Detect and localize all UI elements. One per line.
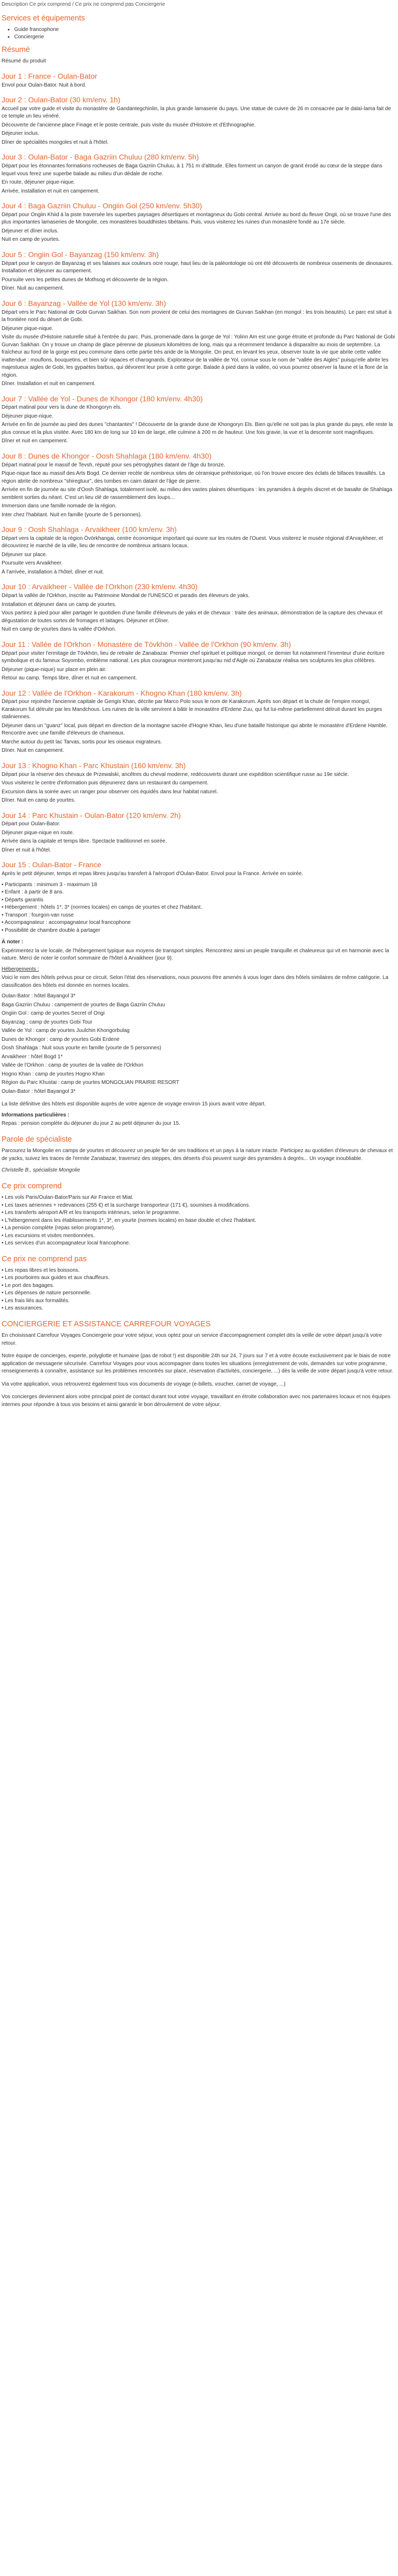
day-paragraph: Dîner et nuit à l'hôtel. — [2, 847, 51, 853]
day-paragraph: Déjeuner pique-nique. — [2, 325, 54, 332]
price-excludes-item: • Les repas libres et les boissons. — [2, 1267, 80, 1273]
day-paragraph: Départ matinal pour le massif de Tevsh, réputé pour ses pétroglyphes datant de l'âge du bronze. — [2, 462, 225, 468]
price-includes-item: • Les vols Paris/Oulan-Bator/Paris sur Air France et Miat. — [2, 1195, 134, 1201]
lodging-item: Vallée de l'Orkhon : camp de yourtes de la vallée de l'Orkhon — [2, 1062, 143, 1069]
day-paragraph: Dîner de spécialités mongoles et nuit à l'hôtel. — [2, 139, 109, 145]
lodging-item: Oosh Shahlaga : Nuit sous yourte en famille (yourte de 5 personnes) — [2, 1045, 162, 1051]
assistance-paragraph: Via votre application, vous retrouverez également tous vos documents de voyage (e-billets, voucher, carnet de voyage, ...) — [2, 1381, 286, 1387]
day-paragraph: Départ pour Ongiin Khiid à la piste traversée les superbes paysages désertiques et montagneux du Gobi central. Arrivée au bord du fleuve Ongii, où se trouve l'une des plus importantes lamaseries de Mongolie, ces monastères bouddhistes tibétains. Puis, vous visiterez les ruines d'un monastère fondé au 17e siècle. — [2, 211, 391, 226]
day-title: Jour 5 : Ongiin Gol - Bayanzag (150 km/env. 3h) — [2, 250, 159, 259]
info-item: • Enfant : à partir de 8 ans. — [2, 889, 64, 896]
day-paragraph: Envol pour Oulan-Bator. Nuit à bord. — [2, 82, 87, 88]
lodging-footer: La liste définitive des hôtels est disponible auprès de votre agence de voyage environ 15 jours avant votre départ. — [2, 1101, 266, 1108]
breadcrumb: Description Ce prix comprend / Ce prix ne comprend pas Conciergerie — [2, 2, 165, 7]
lodging-item: Arvaikheer : hôtel Bogd 1* — [2, 1053, 63, 1060]
day-paragraph: Départ pour visiter l'ermitage de Tövkhön, lieu de retraite de Zanabazar. Premier chef spirituel et politique mongol, ce dernier fut notamment l'inventeur d'une écriture symbolique et du fameux Soyombo, emblème national. Les plus courageux monteront jusqu'au nid d'Aigle où Zanabazar réalisa ses sculptures les plus célèbres. — [2, 650, 385, 664]
day-paragraph: Retour au camp. Temps libre, dîner et nuit en campement. — [2, 675, 137, 682]
day-paragraph: Départ pour rejoindre l'ancienne capitale de Gengis Khan, décrite par Marco Polo sous le nom de Karakorum. Après son départ et la chute de l'empire mongol, Karakorum fut détruite par les Mandchous. Les ruines de la ville servirent à bâtir le monastère d'Erdene Zuu, qui fut lui-même partiellement détruit durant les purges staliniennes. — [2, 699, 382, 720]
price-excludes-item: • Les dépenses de nature personnelle. — [2, 1290, 91, 1296]
lodging-item: Vallée de Yol : camp de yourtes Juulchin Khongorbulag — [2, 1028, 130, 1034]
day-title: Jour 14 : Parc Khustain - Oulan-Bator (120 km/env. 2h) — [2, 811, 181, 819]
day-block — [2, 689, 397, 755]
day-paragraph: Arrivée dans la capitale et temps libre. Spectacle traditionnel en soirée. — [2, 838, 167, 845]
day-title: Jour 2 : Oulan-Bator (30 km/env. 1h) — [2, 95, 121, 104]
practical-label: Informations particulières : — [2, 1112, 69, 1118]
day-paragraph: Dîner. Installation et nuit en campement. — [2, 381, 96, 387]
price-excludes-list — [2, 1267, 397, 1313]
lodging-item: Bayanzag : camp de yourtes Gobi Tour — [2, 1019, 92, 1025]
day-paragraph: Départ vers la capitale de la région Övörkhangai, centre économique important qui ouvre sur les routes de l'Ouest. Vous visiterez le musée régional d'Arvaykheer, et découvrirez le marché de la ville, lieu de rencontre de nombreux artisans locaux. — [2, 535, 383, 549]
day-paragraph: Nuit en camp de yourtes. — [2, 237, 60, 243]
lodging-intro: Voici le nom des hôtels prévus pour ce circuit. Selon l'état des réservations, nous pouvons être amenés à vous loger dans des hôtels similaires de même catégorie. La classification des hôtels est donnée en normes locales. — [2, 975, 389, 988]
day-paragraph: Pique-nique face au massif des Arts Bogd. Ce dernier recèle de nombreux sites de céramique préhistorique, où l'on trouve encore des éclats de bifaces travaillés. La région abrite de nombreux "shiregtuur", des tombes en cairn datant de l'âge de pierre. — [2, 471, 385, 484]
day-paragraph: Déjeuner (pique-nique) sur place en plein air. — [2, 666, 107, 673]
assistance-paragraph: Vos concierges deviennent alors votre principal point de contact durant tout votre voyage, travaillant en étroite collaboration avec nos partenaires locaux et nos équipes internes pour répondre à tous vos besoins et ainsi garantir le bon déroulement de votre séjour. — [2, 1394, 391, 1408]
lodging-item: Hogno Khan : camp de yourtes Hogno Khan — [2, 1071, 105, 1077]
day-block — [2, 452, 397, 519]
practical-section — [2, 1112, 397, 1128]
day-block — [2, 299, 397, 388]
day-paragraph: Départ pour Oulan-Bator. — [2, 821, 60, 827]
price-excludes-item: • Le port des bagages. — [2, 1282, 55, 1289]
day-paragraph: Dîner et nuit en campement. — [2, 438, 68, 444]
note-section — [2, 939, 397, 963]
day-block — [2, 860, 397, 878]
day-paragraph: Découverte de l'ancienne place Finage et le poste centrale, puis visite du musée d'Histoire et d'Ethnographie. — [2, 122, 256, 128]
specialist-heading: Parole de spécialiste — [2, 1135, 72, 1144]
price-includes-item: • Les excursions et visites mentionnées. — [2, 1232, 95, 1239]
price-includes-item: • La pension complète (repas selon programme). — [2, 1225, 116, 1231]
assistance-text — [2, 1332, 397, 1409]
day-paragraph: Départ vers le Parc National de Gobi Gurvan Saikhan. Son nom provient de celui des montagnes de Gurvan Saikhan (en mongol : les trois beautés). Le parc est situé à la frontière nord du désert de Gobi. — [2, 309, 392, 323]
info-item: • Transport : fourgon-van russe — [2, 912, 74, 918]
day-title: Jour 1 : France - Oulan-Bator — [2, 71, 98, 80]
itinerary — [2, 72, 397, 878]
lodging-label: Hébergements : — [2, 966, 39, 972]
day-paragraph: Arrivée en fin de journée au site d'Oosh Shahlaga, totalement isolé, au milieu des vastes plaines désertiques : les pyramides à degrés discret et de basalte de Shahlaga semblent sorties du néant. C'est un lieu clé de rassemblement des loups... — [2, 487, 393, 501]
price-excludes-item: • Les assurances. — [2, 1305, 44, 1312]
lodging-item: Oulan-Bator : hôtel Bayangol 3* — [2, 1088, 76, 1094]
price-excludes-heading: Ce prix ne comprend pas — [2, 1254, 87, 1263]
info-item: • Participants : minimum 3 - maximum 18 — [2, 881, 97, 888]
day-paragraph: Déjeuner pique-nique en route. — [2, 829, 74, 836]
day-title: Jour 13 : Khogno Khan - Parc Khustain (160 km/env. 3h) — [2, 761, 186, 770]
day-paragraph: Déjeuner pique-nique. — [2, 413, 54, 419]
day-paragraph: Visite du musée d'Histoire naturelle situé à l'entrée du parc. Puis, promenade dans la gorge de Yol : Yolinn Am est une gorge étroite et profonde du Parc National de Gobi Gurvan Saikhan. On y trouve un champ de glace pérenne de plusieurs kilomètres de long, mais qui a récemment tendance à disparaître au mois de septembre. La fraîcheur au fond de la gorge est peu commune dans cette partie très aride de la Mongolie. On peut, en levant les yeux, observer toute la vie que abrite cette vallée inattendue : mouflons, bouquetins, et bien sûr rapaces et charognards. Explorateur de la vallée de Yol, connue sous le nom de "vallée des Aigles" puisqu'elle abrite les majestueux aigles de Gobi, les gypaètes barbus, qui dévorent leur proie à cette gorge. Balade à pied dans la vallée, où vous pourrez observer la faune et la flore de la région. — [2, 334, 395, 378]
price-includes-heading: Ce prix comprend — [2, 1181, 62, 1190]
lodging-item: Baga Gazriin Chuluu : campement de yourtes de Baga Gazriin Chuluu — [2, 1002, 165, 1008]
specialist-signature: Christelle B., spécialiste Mongolie — [2, 1167, 80, 1174]
day-title: Jour 7 : Vallée de Yol - Dunes de Khongor (180 km/env. 4h30) — [2, 394, 203, 403]
day-paragraph: Dîner. Nuit en campement. — [2, 748, 64, 754]
day-paragraph: Déjeuner inclus. — [2, 131, 39, 137]
day-paragraph: Déjeuner sur place. — [2, 551, 47, 558]
day-paragraph: En route, déjeuner pique-nique. — [2, 179, 76, 186]
day-paragraph: Nuit en camp de yourtes dans la vallée d'Orkhon. — [2, 626, 117, 633]
day-paragraph: Vous partirez à pied pour aller partager le quotidien d'une famille d'éleveurs de yaks et de chevaux : traite des animaux, démonstration de la capture des chevaux et dégustation de toutes sortes de fromages et laitages. Déjeuner et Dîner. — [2, 610, 383, 624]
price-includes-item: • Les taxes aériennes + redevances (255 €) et la surcharge transporteur (171 €), soumises à modifications. — [2, 1202, 250, 1208]
price-excludes-item: • Les pourboires aux guides et aux chauffeurs. — [2, 1275, 110, 1281]
day-block — [2, 811, 397, 855]
day-paragraph: Immersion dans une famille nomade de la région. — [2, 503, 117, 509]
day-title: Jour 8 : Dunes de Khongor - Oosh Shahlaga (180 km/env. 4h30) — [2, 451, 212, 460]
assistance-heading: CONCIERGERIE ET ASSISTANCE CARREFOUR VOYAGES — [2, 1319, 211, 1328]
day-paragraph: Inter chez l'habitant. Nuit en famille (yourte de 5 personnes). — [2, 512, 142, 518]
day-paragraph: Départ pour les étonnantes formations rocheuses de Baga Gazriin Chuluu, à 1 751 m d'altitude. Elles forment un canyon de granit érodé au cœur de la steppe dans lequel vous ferez une superbe balade au milieu d'un dédale de roche. — [2, 163, 383, 177]
day-paragraph: Après le petit déjeuner, temps et repas libres jusqu'au transfert à l'aéroport d'Oulan-Bator. Envol pour la France. Arrivée en soirée. — [2, 871, 303, 877]
lodging-item: Ongiin Gol : camp de yourtes Secret of Ongi — [2, 1010, 105, 1017]
specialist-quote: Parcourez la Mongolie en camps de yourtes et découvrez un peuple fier de ses traditions et un pays à la nature intacte. Participez au quotidien d'éleveurs de chevaux et de yacks, suivez les traces de l'ermite Zanabazar, traversez des steppes, des déserts d'où peuvent surgir des pyramides à degrés... Un voyage inoubliable. — [2, 1148, 393, 1162]
day-paragraph: Poursuite vers les petites dunes de Mothsog et découverte de la région. — [2, 276, 169, 283]
day-paragraph: Départ pour le canyon de Bayanzag et ses falaises aux couleurs ocre rouge, haut lieu de la paléontologie où ont été découverts de nombreux ossements de dinosaures. Installation et déjeuner au campement. — [2, 260, 393, 274]
price-includes-list — [2, 1194, 397, 1248]
assistance-paragraph: En choisissant Carrefour Voyages Conciergerie pour votre séjour, vous optez pour un service d'accompagnement complet dès la veille de votre départ jusqu'à votre retour. — [2, 1333, 382, 1346]
day-paragraph: Poursuite vers Arvaikheer. — [2, 560, 63, 567]
day-block — [2, 72, 397, 89]
day-block — [2, 95, 397, 146]
price-includes-item: • L'hébergement dans les établissements 1*, 3*, en yourte (normes locales) en base double et chez l'habitant. — [2, 1217, 256, 1223]
day-title: Jour 6 : Bayanzag - Vallée de Yol (130 km/env. 3h) — [2, 299, 166, 307]
services-item: • Conciergerie — [14, 34, 397, 41]
summary-text: Résumé du produit — [2, 58, 46, 65]
day-block — [2, 395, 397, 445]
day-block — [2, 250, 397, 293]
day-paragraph: Arrivée, installation et nuit en campement. — [2, 188, 100, 194]
day-paragraph: Déjeuner et dîner inclus. — [2, 228, 59, 234]
day-title: Jour 3 : Oulan-Bator - Baga Gazriin Chuluu (280 km/env. 5h) — [2, 153, 199, 162]
day-paragraph: À l'arrivée, installation à l'hôtel, dîner et nuit. — [2, 569, 104, 575]
info-item: • Accompagnateur : accompagnateur local francophone — [2, 920, 131, 926]
day-paragraph: Départ matinal pour vers la dune de Khongoryn els. — [2, 405, 122, 411]
lodging-item: Oulan-Bator : hôtel Bayangol 3* — [2, 993, 76, 999]
day-block — [2, 582, 397, 633]
info-item: • Possibilité de chambre double à partager — [2, 927, 101, 933]
key-info — [2, 881, 397, 935]
info-list — [2, 881, 397, 935]
lodging-item: Dunes de Khongor : camp de yourtes Gobi Erdene — [2, 1036, 120, 1042]
day-paragraph: Départ la vallée de l'Orkhon, inscrite au Patrimoine Mondial de l'UNESCO et paradis des éleveurs de yaks. — [2, 593, 250, 599]
lodging-item: Région du Parc Khustai : camp de yourtes MONGOLIAN PRAIRIE RESORT — [2, 1080, 180, 1086]
day-paragraph: Dîner. Nuit au campement. — [2, 285, 64, 292]
price-excludes-item: • Les frais liés aux formalités. — [2, 1297, 70, 1304]
day-paragraph: Dîner. Nuit en camp de yourtes. — [2, 797, 76, 804]
services-heading: Services et équipements — [2, 14, 85, 23]
day-title: Jour 9 : Oosh Shahlaga - Arvaikheer (100 km/env. 3h) — [2, 525, 177, 534]
services-item: • Guide francophone — [14, 26, 397, 34]
day-title: Jour 4 : Baga Gazriin Chuluu - Ongiin Gol (250 km/env. 5h30) — [2, 201, 202, 210]
day-block — [2, 640, 397, 683]
day-paragraph: Départ pour la réserve des chevaux de Przewalski, ancêtres du cheval moderne, redécouverts durant une expédition scientifique russe au 19e siècle. — [2, 771, 349, 778]
day-paragraph: Excursion dans la soirée avec un ranger pour observer ces équidés dans leur habitat naturel. — [2, 789, 218, 795]
day-block — [2, 153, 397, 195]
assistance-paragraph: Notre équipe de concierges, experte, polyglotte et humaine (pas de robot !) est disponible 24h sur 24, 7 jours sur 7 et à votre écoute exclusivement par le biais de notre application de messagerie sécurisée. Carrefour Voyages pour vous accompagner dans toutes les situations (enregistrement de vols, demandes sur votre programme, renseignements à connaître, assistance sur les problèmes rencontrés sur place, réservation d'activités, conciergerie, ...) dès la veille de votre départ jusqu'à votre retour. — [2, 1353, 393, 1375]
info-item: • Départs garantis — [2, 897, 44, 903]
price-includes-item: • Les transferts aéroport A/R et les transports intérieurs, selon le programme. — [2, 1210, 181, 1216]
day-block — [2, 525, 397, 576]
day-title: Jour 11 : Vallée de l'Orkhon - Monastère de Tövkhön - Vallée de l'Orkhon (90 km/env. 3h) — [2, 640, 291, 648]
day-paragraph: Déjeuner dans un "guanz" local, puis départ en direction de la montagne sacrée d'Hogne Khan, lieu d'une bataille historique qui abrite le monastère d'Erdene Hamble. Rencontre avec une famille d'éleveurs de chameaux. — [2, 722, 387, 737]
practical-text: Repas : pension complète du déjeuner du jour 2 au petit déjeuner du jour 15. — [2, 1121, 181, 1127]
day-block — [2, 761, 397, 805]
note-label: À noter : — [2, 939, 24, 945]
lodging-section — [2, 966, 397, 1109]
note-text: Expérimentez la vie locale, de l'hébergement typique aux moyens de transport simples. Rencontrez ainsi un peuple tranquille et chaleureux qui vit en harmonie avec la nature. Merci de noter le confort sommaire de l'hôtel à Arvaikheer (jour 9). — [2, 948, 389, 962]
lodging-list — [2, 993, 397, 1095]
day-paragraph: Accueil par votre guide et visite du monastère de Gandantegchinlin, la plus grande lamaserie du pays. Une statue de cuivre de 26 m consacrée par le dalaï-lama fait de ce temple un lieu vénéré. — [2, 105, 391, 120]
day-title: Jour 12 : Vallée de l'Orkhon - Karakorum - Khogno Khan (180 km/env. 3h) — [2, 688, 242, 697]
info-item: • Hébergement : hôtels 1*, 3* (normes locales) en camps de yourtes et chez l'habitant. — [2, 904, 202, 911]
price-includes-item: • Les services d'un accompagnateur local francophone. — [2, 1240, 130, 1247]
summary-heading: Résumé — [2, 45, 30, 54]
day-paragraph: Installation et déjeuner dans un camp de yourtes. — [2, 601, 117, 608]
day-paragraph: Vous visiterez le centre d'information puis déjeunerez dans un restaurant du campement. — [2, 780, 208, 786]
services-list — [2, 26, 397, 41]
day-title: Jour 15 : Oulan-Bator - France — [2, 860, 101, 869]
day-paragraph: Arrivée en fin de journée au pied des dunes "chantantes" ! Découverte de la grande dune de Khongoryn Els. Bien qu'elle ne soit pas la plus grande du pays, elle reste la plus connue et la plus visitée. Avec 180 km de long sur 10 km de large, elle culmine à 200 m de hauteur. Une fois gravie, la vue et la descente sont magnifiques. — [2, 422, 393, 435]
day-paragraph: Marche autour du petit lac Tarvas, sortis pour les oiseaux migrateurs. — [2, 739, 162, 745]
day-title: Jour 10 : Arvaikheer - Vallée de l'Orkhon (230 km/env. 4h30) — [2, 582, 198, 591]
day-block — [2, 201, 397, 244]
